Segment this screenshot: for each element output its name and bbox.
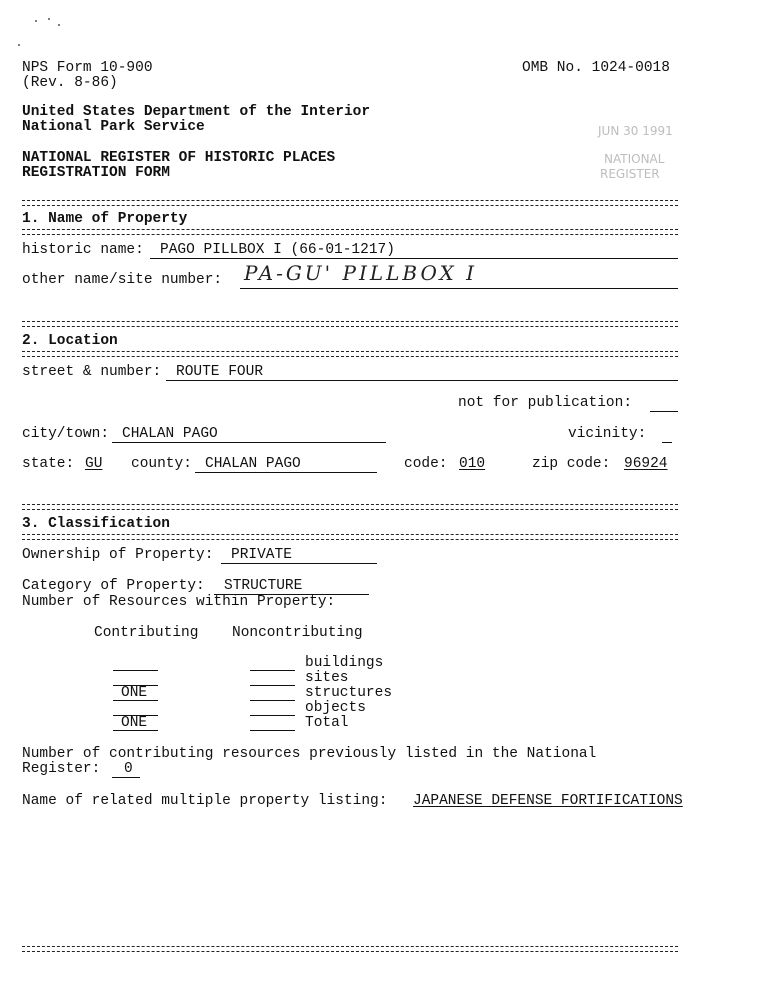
contributing-blank — [113, 730, 158, 731]
row-label: sites — [305, 670, 349, 686]
multiple-listing-value: JAPANESE DEFENSE FORTIFICATIONS — [413, 793, 683, 809]
noncontributing-header: Noncontributing — [232, 625, 363, 641]
street-label: street & number: — [22, 364, 162, 380]
section-rule — [22, 351, 678, 357]
row-label: buildings — [305, 655, 384, 671]
received-stamp-date: JUN 30 1991 — [598, 124, 673, 138]
city-underline — [112, 442, 386, 443]
previously-listed-underline — [112, 777, 140, 778]
other-name-handwritten-value: PA-GU' PILLBOX I — [244, 261, 478, 285]
service-name: National Park Service — [22, 119, 205, 135]
historic-name-label: historic name: — [22, 242, 144, 258]
form-revision: (Rev. 8-86) — [22, 75, 118, 91]
section-3-heading: 3. Classification — [22, 516, 170, 532]
other-name-label: other name/site number: — [22, 272, 223, 288]
scan-speck — [58, 24, 60, 26]
multiple-listing-label: Name of related multiple property listing: — [22, 793, 388, 809]
other-name-underline — [240, 288, 678, 289]
vicinity-label: vicinity: — [568, 426, 647, 442]
historic-name-value: PAGO PILLBOX I (66-01-1217) — [160, 242, 395, 258]
ownership-underline — [221, 563, 377, 564]
section-rule — [22, 229, 678, 235]
department-name: United States Department of the Interior — [22, 104, 371, 120]
noncontributing-blank — [250, 670, 295, 671]
noncontributing-blank — [250, 685, 295, 686]
county-label: county: — [131, 456, 192, 472]
contributing-value: ONE — [121, 685, 148, 701]
section-2-heading: 2. Location — [22, 333, 118, 349]
vicinity-blank — [662, 442, 672, 443]
resources-label: Number of Resources within Property: — [22, 594, 336, 610]
section-rule — [22, 321, 678, 327]
omb-number: OMB No. 1024-0018 — [522, 60, 670, 76]
previously-listed-label: Register: — [22, 761, 101, 777]
register-title: NATIONAL REGISTER OF HISTORIC PLACES — [22, 150, 336, 166]
noncontributing-blank — [250, 700, 295, 701]
row-label: structures — [305, 685, 393, 701]
section-1-heading: 1. Name of Property — [22, 211, 188, 227]
code-value: 010 — [459, 456, 486, 472]
received-stamp-line2: REGISTER — [600, 167, 660, 181]
street-underline — [166, 380, 678, 381]
scan-speck — [18, 44, 20, 46]
category-label: Category of Property: — [22, 578, 205, 594]
noncontributing-blank — [250, 715, 295, 716]
form-title: REGISTRATION FORM — [22, 165, 170, 181]
row-label: Total — [305, 715, 349, 731]
county-underline — [195, 472, 377, 473]
city-label: city/town: — [22, 426, 110, 442]
received-stamp-line1: NATIONAL — [604, 152, 665, 166]
contributing-total: ONE — [121, 715, 148, 731]
ownership-label: Ownership of Property: — [22, 547, 214, 563]
code-label: code: — [404, 456, 448, 472]
previously-listed-value: 0 — [124, 761, 133, 777]
zip-label: zip code: — [532, 456, 611, 472]
scan-speck — [48, 18, 50, 20]
section-rule — [22, 946, 678, 952]
state-value: GU — [85, 456, 103, 472]
contributing-blank — [113, 700, 158, 701]
noncontributing-blank — [250, 730, 295, 731]
scan-speck — [35, 20, 37, 22]
not-for-publication-label: not for publication: — [458, 395, 633, 411]
street-value: ROUTE FOUR — [176, 364, 264, 380]
contributing-header: Contributing — [94, 625, 199, 641]
contributing-blank — [113, 670, 158, 671]
category-value: STRUCTURE — [224, 578, 303, 594]
state-label: state: — [22, 456, 75, 472]
section-rule — [22, 504, 678, 510]
city-value: CHALAN PAGO — [122, 426, 218, 442]
county-value: CHALAN PAGO — [205, 456, 301, 472]
row-label: objects — [305, 700, 366, 716]
historic-name-underline — [150, 258, 678, 259]
not-for-publication-blank — [650, 411, 678, 412]
previously-listed-text: Number of contributing resources previously listed in the National — [22, 746, 597, 762]
ownership-value: PRIVATE — [231, 547, 292, 563]
section-rule — [22, 534, 678, 540]
zip-value: 96924 — [624, 456, 668, 472]
section-rule — [22, 200, 678, 206]
form-number: NPS Form 10-900 — [22, 60, 153, 76]
